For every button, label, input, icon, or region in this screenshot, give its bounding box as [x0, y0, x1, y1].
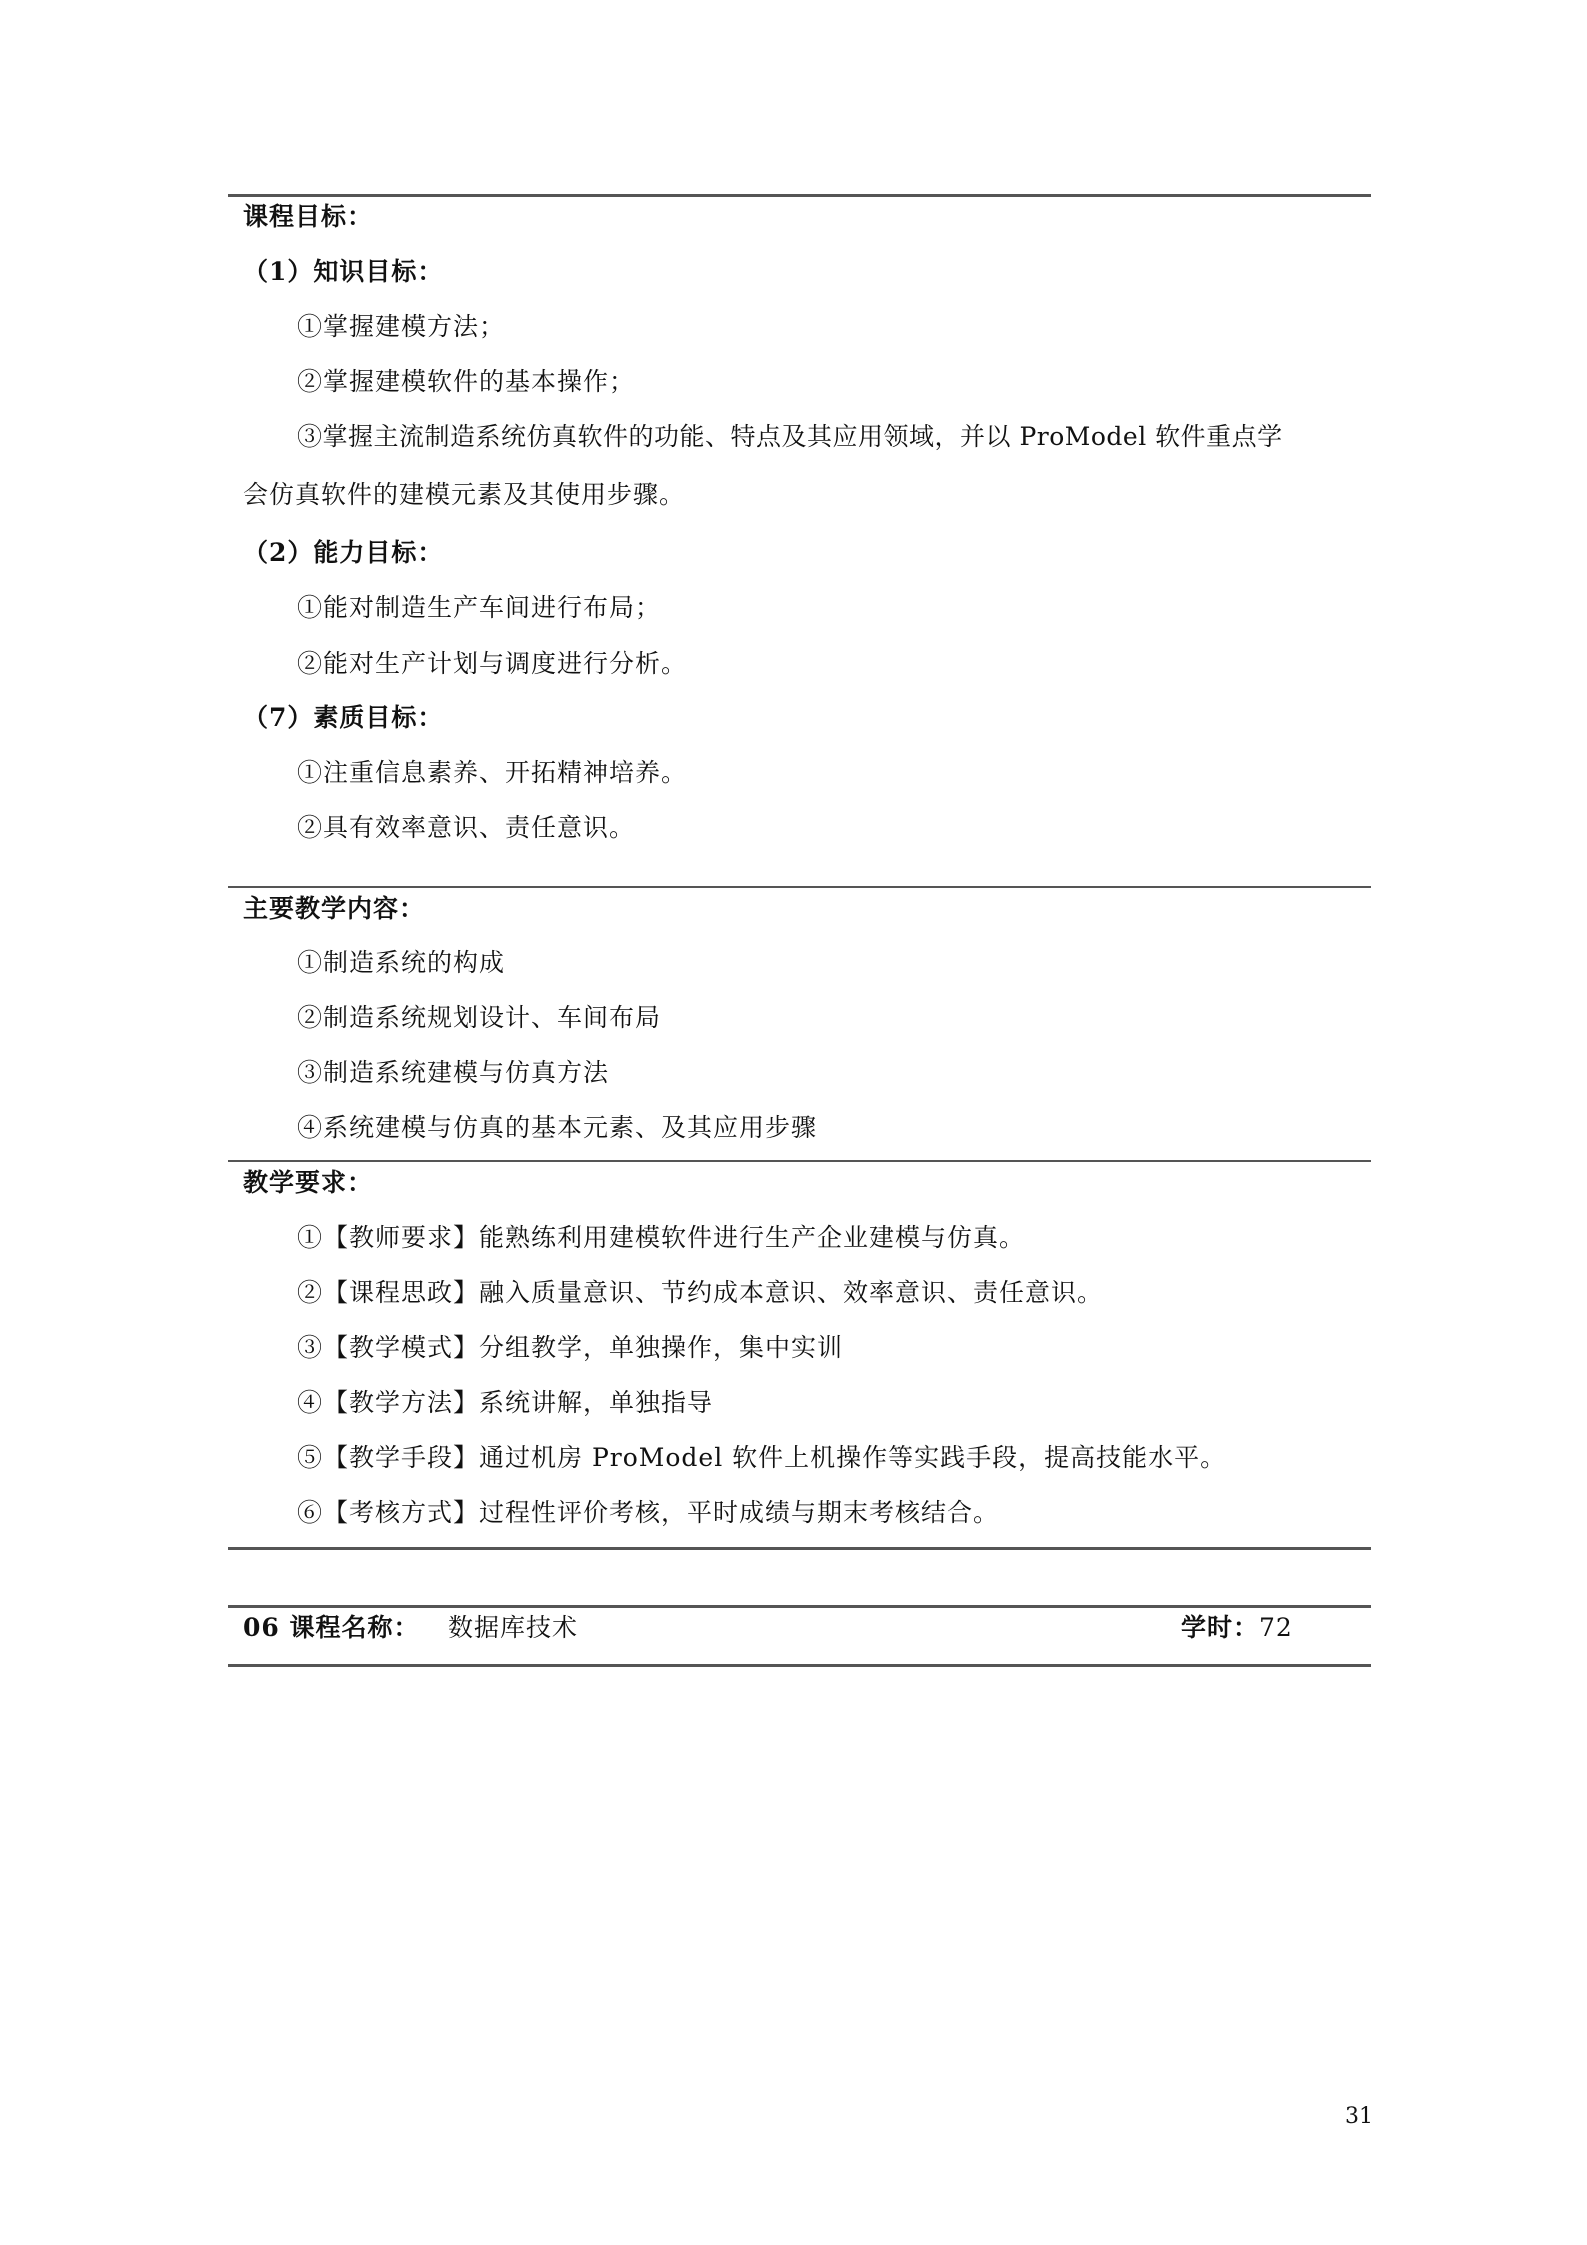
section-end-rule: [228, 1547, 1371, 1550]
divider-content: [228, 886, 1371, 888]
objectives-heading: 课程目标：: [243, 202, 374, 231]
requirement-item-1: ①【教师要求】能熟练利用建模软件进行生产企业建模与仿真。: [297, 1223, 1026, 1252]
knowledge-heading: （1）知识目标：: [243, 257, 444, 286]
requirement-item-3: ③【教学模式】分组教学，单独操作，集中实训: [297, 1333, 844, 1362]
ability-item-1: ①能对制造生产车间进行布局；: [297, 593, 662, 622]
course-name-label: 06 课程名称：: [243, 1613, 420, 1642]
knowledge-item-3-cont: 会仿真软件的建模元素及其使用步骤。: [243, 480, 686, 509]
course-hours: [1181, 1612, 1293, 1644]
ability-item-2: ②能对生产计划与调度进行分析。: [297, 649, 688, 678]
content-item-3: ③制造系统建模与仿真方法: [297, 1058, 610, 1087]
course-hours-value: 72: [1259, 1613, 1293, 1642]
ability-heading: （2）能力目标：: [243, 538, 444, 567]
requirement-item-6: ⑥【考核方式】过程性评价考核，平时成绩与期末考核结合。: [297, 1498, 1000, 1527]
requirements-heading: 教学要求：: [243, 1168, 374, 1197]
content-item-1: ①制造系统的构成: [297, 948, 506, 977]
requirement-item-2: ②【课程思政】融入质量意识、节约成本意识、效率意识、责任意识。: [297, 1278, 1104, 1307]
content-item-2: ②制造系统规划设计、车间布局: [297, 1003, 662, 1032]
knowledge-item-3: ③掌握主流制造系统仿真软件的功能、特点及其应用领域，并以 ProModel 软件重点学: [297, 422, 1283, 451]
course-name: 数据库技术: [448, 1613, 579, 1642]
content-item-4: ④系统建模与仿真的基本元素、及其应用步骤: [297, 1113, 818, 1142]
knowledge-item-2: ②掌握建模软件的基本操作；: [297, 367, 636, 396]
page-number: 31: [1345, 2104, 1373, 2129]
quality-item-1: ①注重信息素养、开拓精神培养。: [297, 758, 688, 787]
knowledge-item-1: ①掌握建模方法；: [297, 312, 506, 341]
quality-item-2: ②具有效率意识、责任意识。: [297, 813, 636, 842]
course-row-bottom-rule: [228, 1664, 1371, 1667]
course-hours-label: 学时：: [1181, 1613, 1260, 1642]
requirement-item-5: ⑤【教学手段】通过机房 ProModel 软件上机操作等实践手段，提高技能水平。: [297, 1443, 1227, 1472]
quality-heading: （7）素质目标：: [243, 703, 444, 732]
top-rule: [228, 194, 1371, 197]
requirement-item-4: ④【教学方法】系统讲解，单独指导: [297, 1388, 714, 1417]
divider-requirements: [228, 1160, 1371, 1162]
course-row-top-rule: [228, 1605, 1371, 1608]
content-heading: 主要教学内容：: [243, 894, 426, 923]
